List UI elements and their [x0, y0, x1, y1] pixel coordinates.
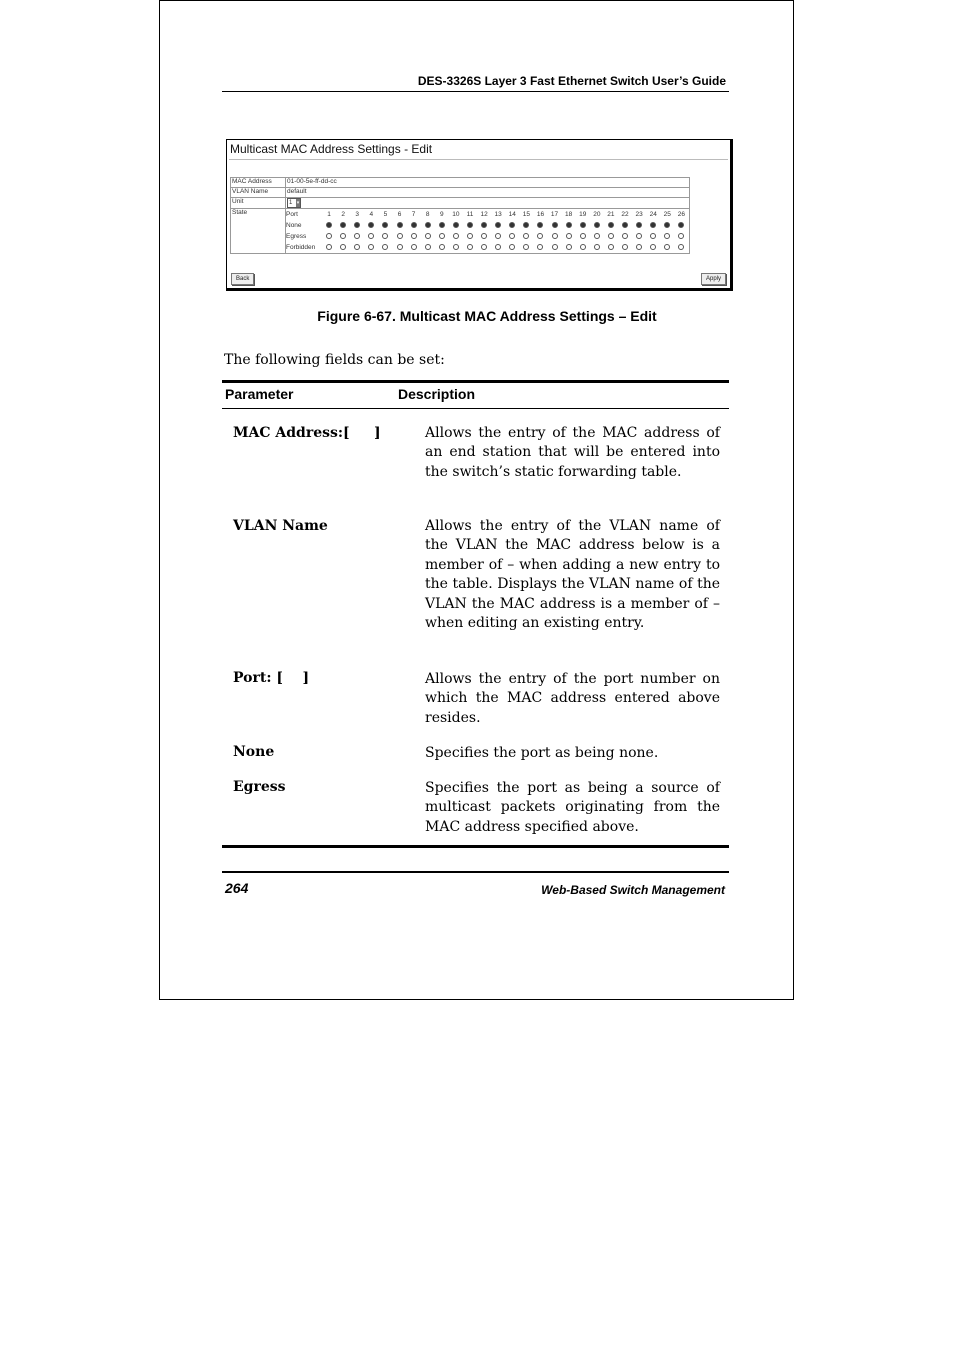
egress-radio[interactable]	[636, 233, 642, 239]
egress-radio[interactable]	[368, 233, 374, 239]
forbidden-radio[interactable]	[664, 244, 670, 250]
forbidden-radio[interactable]	[622, 244, 628, 250]
port-number: 20	[593, 211, 601, 218]
forbidden-radio[interactable]	[411, 244, 417, 250]
parameter-header: Parameter	[225, 386, 294, 402]
none-radio[interactable]	[650, 222, 656, 228]
forbidden-radio[interactable]	[467, 244, 473, 250]
egress-radio[interactable]	[354, 233, 360, 239]
forbidden-radio[interactable]	[326, 244, 332, 250]
port-number: 21	[607, 211, 615, 218]
forbidden-radio[interactable]	[580, 244, 586, 250]
table-header-rule	[222, 408, 729, 409]
port-number: 12	[480, 211, 488, 218]
page-number: 264	[225, 880, 249, 896]
none-radio[interactable]	[425, 222, 431, 228]
port-number: 17	[550, 211, 559, 218]
egress-radio[interactable]	[509, 233, 515, 239]
none-radio[interactable]	[397, 222, 403, 228]
apply-button[interactable]: Apply	[701, 273, 726, 285]
forbidden-radio[interactable]	[608, 244, 614, 250]
desc-egress: Specifies the port as being a source of multicast packets originating from the MAC address specified above.	[425, 780, 720, 835]
port-number: 26	[677, 211, 685, 218]
forbidden-radio[interactable]	[523, 244, 529, 250]
state-label: State	[231, 209, 286, 254]
param-none: None	[233, 744, 275, 760]
none-radio[interactable]	[509, 222, 515, 228]
port-number: 23	[635, 211, 643, 218]
forbidden-radio[interactable]	[678, 244, 684, 250]
desc-vlan-name: Allows the entry of the VLAN name of the VLAN the MAC address below is a member of – when adding a new entry to the table. Displays the VLAN name of the VLAN the MAC address is a member of – when editing an existing entry.	[425, 518, 720, 632]
none-radio[interactable]	[523, 222, 529, 228]
table-bottom-rule	[222, 845, 729, 848]
forbidden-radio[interactable]	[439, 244, 445, 250]
egress-radio[interactable]	[650, 233, 656, 239]
forbidden-radio[interactable]	[495, 244, 501, 250]
port-number: 22	[621, 211, 629, 218]
egress-radio[interactable]	[467, 233, 473, 239]
description-header: Description	[398, 386, 476, 402]
none-radio[interactable]	[354, 222, 360, 228]
port-number: 6	[397, 211, 402, 218]
desc-port: Allows the entry of the port number on which the MAC address entered above resides.	[425, 671, 720, 726]
none-radio[interactable]	[664, 222, 670, 228]
forbidden-radio[interactable]	[537, 244, 543, 250]
none-radio[interactable]	[495, 222, 501, 228]
egress-radio[interactable]	[453, 233, 459, 239]
port-number: 9	[439, 211, 444, 218]
forbidden-radio[interactable]	[397, 244, 403, 250]
egress-radio[interactable]	[552, 233, 558, 239]
none-radio[interactable]	[467, 222, 473, 228]
egress-radio[interactable]	[439, 233, 445, 239]
none-radio[interactable]	[636, 222, 642, 228]
egress-radio[interactable]	[608, 233, 614, 239]
egress-radio[interactable]	[664, 233, 670, 239]
port-number: 25	[663, 211, 671, 218]
port-state-grid	[286, 209, 688, 253]
port-number: 4	[369, 211, 374, 218]
forbidden-radio[interactable]	[594, 244, 600, 250]
none-radio[interactable]	[537, 222, 543, 228]
port-number: 11	[466, 211, 474, 218]
back-button[interactable]: Back	[231, 273, 254, 285]
port-number: 5	[383, 211, 388, 218]
unit-value: 1	[289, 200, 293, 206]
none-radio[interactable]	[340, 222, 346, 228]
forbidden-radio[interactable]	[552, 244, 558, 250]
port-number: 1	[327, 211, 331, 218]
intro-text: The following fields can be set:	[224, 352, 445, 368]
param-egress: Egress	[233, 779, 286, 795]
egress-radio[interactable]	[594, 233, 600, 239]
egress-radio[interactable]	[622, 233, 628, 239]
forbidden-radio[interactable]	[481, 244, 487, 250]
egress-radio[interactable]	[425, 233, 431, 239]
port-number: 16	[536, 211, 545, 218]
none-radio[interactable]	[580, 222, 586, 228]
egress-radio[interactable]	[537, 233, 543, 239]
none-row-label: None	[286, 222, 302, 229]
egress-radio[interactable]	[678, 233, 684, 239]
egress-radio[interactable]	[566, 233, 572, 239]
egress-row-label: Egress	[286, 233, 307, 240]
port-number: 13	[494, 211, 502, 218]
egress-radio[interactable]	[397, 233, 403, 239]
unit-select[interactable]	[287, 198, 301, 208]
port-number: 19	[579, 211, 587, 218]
none-radio[interactable]	[326, 222, 332, 228]
egress-radio[interactable]	[340, 233, 346, 239]
port-number: 24	[649, 211, 657, 218]
param-port: Port: [ ]	[233, 670, 310, 686]
forbidden-radio[interactable]	[636, 244, 642, 250]
forbidden-radio[interactable]	[566, 244, 572, 250]
egress-radio[interactable]	[326, 233, 332, 239]
screenshot-title: Multicast MAC Address Settings - Edit	[230, 142, 433, 156]
footer-section-title: Web-Based Switch Management	[541, 883, 725, 897]
port-label: Port	[286, 211, 298, 218]
forbidden-radio[interactable]	[382, 244, 388, 250]
param-vlan-name: VLAN Name	[233, 518, 328, 534]
desc-none: Specifies the port as being none.	[425, 745, 659, 761]
header-rule	[222, 91, 729, 92]
mac-address-field[interactable]: 01-00-5e-ff-dd-cc	[286, 178, 690, 188]
egress-radio[interactable]	[523, 233, 529, 239]
forbidden-radio[interactable]	[354, 244, 360, 250]
port-number: 8	[425, 211, 430, 218]
none-radio[interactable]	[368, 222, 374, 228]
forbidden-radio[interactable]	[453, 244, 459, 250]
none-radio[interactable]	[439, 222, 445, 228]
footer-rule	[222, 871, 729, 873]
port-number: 10	[452, 211, 460, 218]
vlan-name-field[interactable]: default	[286, 188, 690, 198]
forbidden-radio[interactable]	[509, 244, 515, 250]
egress-radio[interactable]	[411, 233, 417, 239]
mac-address-label: MAC Address	[231, 178, 286, 188]
port-number: 2	[341, 211, 345, 218]
none-radio[interactable]	[678, 222, 684, 228]
settings-form	[230, 177, 690, 254]
egress-radio[interactable]	[580, 233, 586, 239]
egress-radio[interactable]	[495, 233, 501, 239]
vlan-name-label: VLAN Name	[231, 188, 286, 198]
forbidden-radio[interactable]	[650, 244, 656, 250]
port-number: 14	[508, 211, 516, 218]
chevron-down-icon: ▾	[296, 200, 300, 206]
unit-label: Unit	[231, 198, 286, 209]
screenshot-figure	[226, 139, 733, 291]
port-number: 18	[565, 211, 573, 218]
none-radio[interactable]	[411, 222, 417, 228]
screenshot-title-rule	[229, 159, 728, 160]
param-mac-address: MAC Address:[ ]	[233, 425, 381, 441]
running-header: DES-3326S Layer 3 Fast Ethernet Switch User’s Guide	[417, 74, 726, 88]
egress-radio[interactable]	[481, 233, 487, 239]
forbidden-radio[interactable]	[368, 244, 374, 250]
egress-radio[interactable]	[382, 233, 388, 239]
none-radio[interactable]	[608, 222, 614, 228]
none-radio[interactable]	[622, 222, 628, 228]
none-radio[interactable]	[566, 222, 572, 228]
forbidden-row-label: Forbidden	[286, 244, 316, 251]
none-radio[interactable]	[594, 222, 600, 228]
none-radio[interactable]	[481, 222, 487, 228]
none-radio[interactable]	[453, 222, 459, 228]
figure-caption: Figure 6-67. Multicast MAC Address Settings – Edit	[317, 308, 657, 324]
none-radio[interactable]	[382, 222, 388, 228]
table-top-rule	[222, 380, 729, 383]
none-radio[interactable]	[552, 222, 558, 228]
forbidden-radio[interactable]	[340, 244, 346, 250]
port-number: 7	[411, 211, 416, 218]
desc-mac-address: Allows the entry of the MAC address of an end station that will be entered into the switch’s static forwarding table.	[425, 425, 720, 480]
forbidden-radio[interactable]	[425, 244, 431, 250]
port-number: 15	[522, 211, 530, 218]
port-number: 3	[355, 211, 360, 218]
